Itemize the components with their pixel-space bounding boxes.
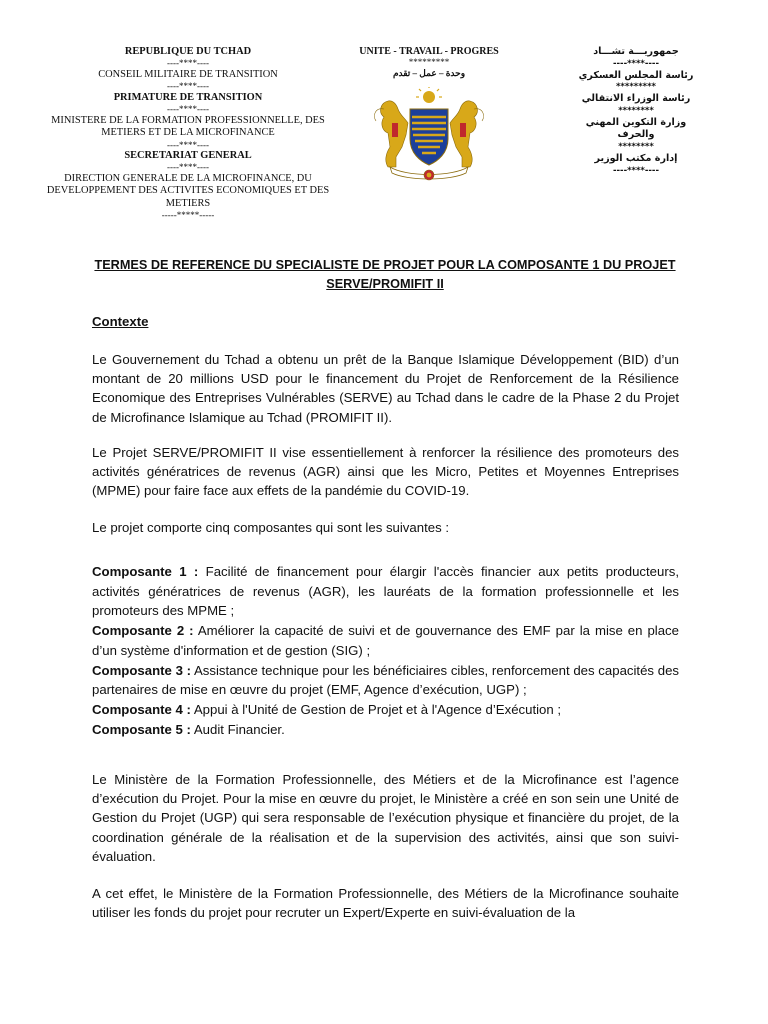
- component-label: Composante 3 :: [92, 662, 192, 678]
- component-text: Assistance technique pour les bénéficiaires cibles, renforcement des capacités des partenaires de mise en œuvre du projet (EMF, Agence d’exécution, UGP) ;: [92, 662, 679, 698]
- paragraph-recruitment: A cet effet, le Ministère de la Formation Professionnelle, des Métiers de la Microfinance souhaite utiliser les fonds du projet pour recruter un Expert/Experte en suivi-évaluation de la: [92, 886, 679, 921]
- left-lion-icon: [374, 101, 408, 167]
- national-motto: UNITE - TRAVAIL - PROGRES: [359, 46, 499, 57]
- office-name-arabic: إدارة مكتب الوزير: [594, 152, 678, 164]
- header-left-block: [30, 46, 346, 221]
- section-heading-contexte: Contexte: [92, 314, 149, 329]
- component-text: Appui à l'Unité de Gestion de Projet et à l'Agence d’Exécution ;: [190, 701, 562, 717]
- direction-name: DIRECTION GENERALE DE LA MICROFINANCE, DU DEVELOPPEMENT DES ACTIVITES ECONOMIQUES ET DES METIERS: [46, 172, 330, 209]
- component-text: Améliorer la capacité de suivi et de gouvernance des EMF par la mise en place d’un système d'information et de gestion (SIG) ;: [92, 623, 679, 658]
- component-item: [92, 621, 679, 660]
- separator: -----*****-----: [161, 210, 215, 221]
- separator: ----****----: [167, 139, 209, 150]
- separator: *********: [615, 82, 656, 93]
- coat-of-arms-icon: [370, 87, 488, 185]
- component-label: Composante 1 :: [92, 564, 199, 579]
- country-name-arabic: جمهوريـــة تشـــاد: [593, 46, 679, 57]
- country-name: REPUBLIQUE DU TCHAD: [124, 46, 252, 57]
- separator: *********: [408, 57, 450, 67]
- component-label: Composante 5 :: [92, 721, 191, 737]
- component-label: Composante 2 :: [92, 623, 194, 639]
- separator: ----****----: [167, 162, 209, 173]
- motto-banner-icon: [390, 167, 468, 180]
- paragraph-components-intro: Le projet comporte cinq composantes qui sont les suivantes :: [92, 520, 449, 535]
- ministry-name-arabic: وزارة التكوين المهني والحرف: [585, 116, 687, 141]
- components-list: [92, 562, 679, 739]
- component-item: [92, 720, 679, 740]
- ministry-name: MINISTERE DE LA FORMATION PROFESSIONNELLE, DES METIERS ET DE LA MICROFINANCE: [51, 114, 325, 139]
- council-name-arabic: رئاسة المجلس العسكري: [578, 69, 694, 81]
- sun-icon: [416, 87, 442, 103]
- separator: ----****----: [167, 81, 209, 92]
- primature-name-arabic: رئاسة الوزراء الانتقالي: [581, 93, 691, 105]
- separator: ********: [618, 141, 654, 152]
- paragraph-financing: Le Gouvernement du Tchad a obtenu un prêt de la Banque Islamique Développement (BID) d’un montant de 20 millions USD pour le financement du Projet de Renforcement de la Résilience Economique des Entreprises Vulnérables (SERVE) au Tchad dans le cadre de la Phase 2 du Projet de Microfinance Islamique au Tchad (PROMIFIT II).: [92, 352, 679, 425]
- council-name: CONSEIL MILITAIRE DE TRANSITION: [98, 68, 278, 80]
- header-right-block: [566, 46, 706, 177]
- paragraph-objective: Le Projet SERVE/PROMIFIT II vise essentiellement à renforcer la résilience des promoteurs des activités génératrices de revenus (AGR) ainsi que les Micro, Petites et Moyennes Entreprises (MPME) pour faire face aux effets de la pandémie du COVID-19.: [92, 445, 679, 499]
- header-center-block: [358, 46, 500, 185]
- component-label: Composante 4 :: [92, 701, 191, 717]
- separator: ----****----: [612, 58, 659, 69]
- separator: ********: [618, 105, 654, 116]
- component-item: [92, 700, 679, 720]
- national-motto-arabic: وحدة – عمل – تقدم: [392, 68, 466, 78]
- separator: ----****----: [612, 165, 659, 176]
- secretariat-name: SECRETARIAT GENERAL: [124, 150, 252, 162]
- right-lion-icon: [450, 101, 484, 167]
- primature-name: PRIMATURE DE TRANSITION: [113, 91, 263, 103]
- document-title: TERMES DE REFERENCE DU SPECIALISTE DE PROJET POUR LA COMPOSANTE 1 DU PROJET SERVE/PROMIFIT II: [94, 258, 676, 291]
- separator: ----****----: [167, 104, 209, 115]
- component-text: Facilité de financement pour élargir l'accès financier aux petits producteurs, activités génératrices de revenus (AGR), les lauréats de la formation professionnelle et les promoteurs des MPME ;: [92, 564, 680, 619]
- component-item: [92, 661, 679, 700]
- component-item: [92, 562, 679, 621]
- paragraph-execution-agency: Le Ministère de la Formation Professionnelle, des Métiers et de la Microfinance est l’agence d’exécution du Projet. Pour la mise en œuvre du projet, le Ministère a créé en son sein une Unité de Gestion du Projet (UGP) qui sera responsable de l’exécution physique et financière du projet, de la coordination générale de la réalisation et de la supervision des activités, ainsi que son suivi-évaluation.: [92, 772, 679, 864]
- component-text: Audit Financier.: [190, 721, 285, 737]
- separator: ----****----: [167, 58, 209, 69]
- shield-icon: [410, 109, 448, 165]
